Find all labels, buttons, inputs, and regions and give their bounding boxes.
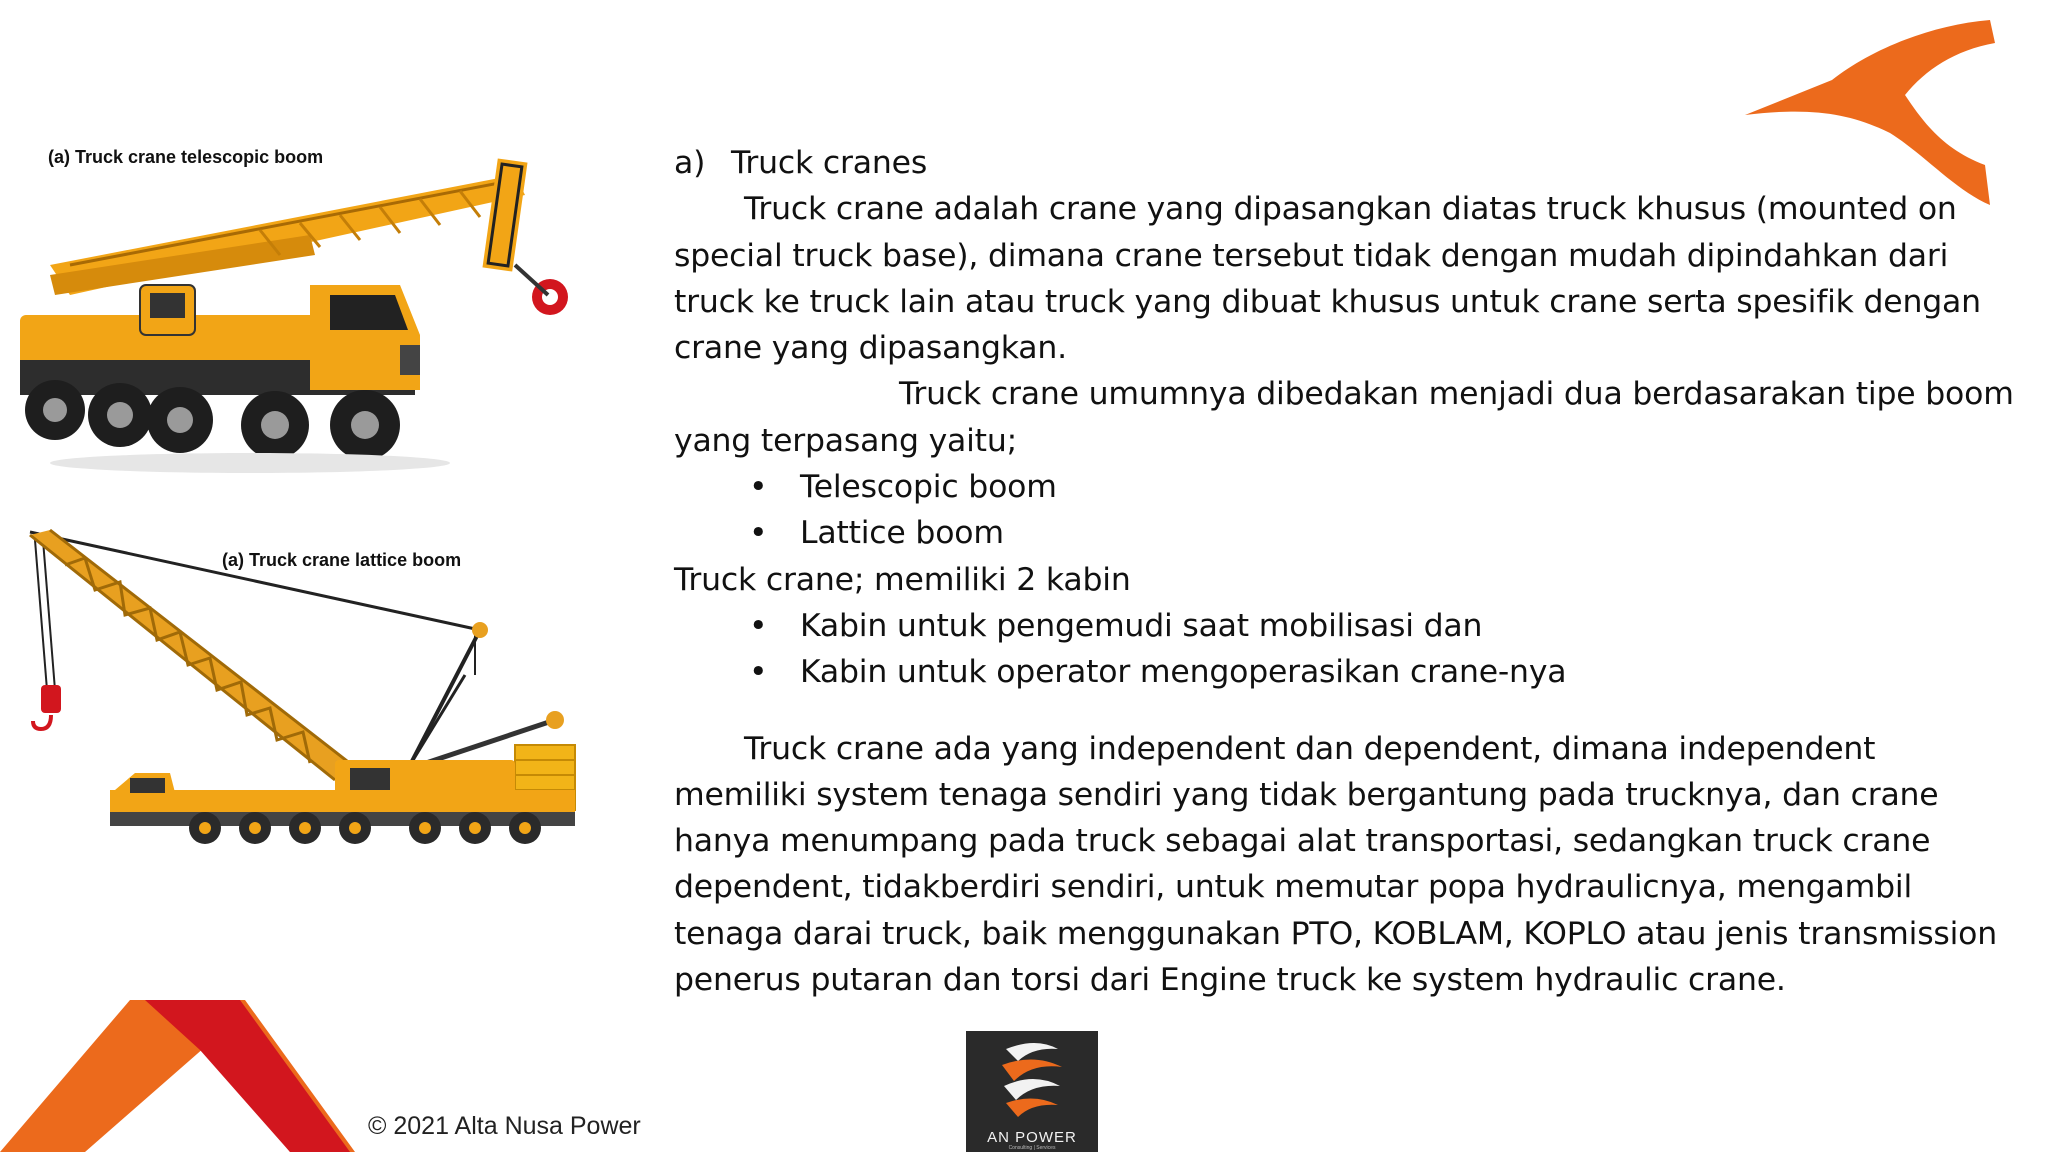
badge-brand-name: AN POWER bbox=[987, 1129, 1077, 1146]
bullet-icon: • bbox=[749, 654, 768, 691]
copyright-text: © 2021 Alta Nusa Power bbox=[368, 1112, 641, 1140]
list-item bbox=[674, 603, 2014, 649]
bullet-icon: • bbox=[749, 469, 768, 506]
corner-decoration bbox=[0, 995, 360, 1152]
list-item-text: Lattice boom bbox=[800, 515, 1004, 552]
paragraph-definition: Truck crane adalah crane yang dipasangkan diatas truck khusus (mounted on special truck base), dimana crane tersebut tidak dengan mudah dipindahkan dari truck ke truck lain atau truck yang dibuat khusus untuk crane serta spesifik dengan crane yang dipasangkan. bbox=[674, 191, 1981, 367]
list-item bbox=[674, 649, 2014, 695]
section-heading-label: a) bbox=[674, 145, 706, 181]
an-power-logo-icon bbox=[966, 1031, 1098, 1126]
caption-lattice-boom: (a) Truck crane lattice boom bbox=[222, 550, 462, 570]
paragraph-cabins: Truck crane; memiliki 2 kabin bbox=[674, 561, 1131, 598]
lattice-boom-crane-image bbox=[5, 520, 595, 845]
list-item-text: Kabin untuk operator mengoperasikan crane-nya bbox=[800, 654, 1567, 691]
list-item bbox=[674, 510, 2014, 556]
section-heading-text: Truck cranes bbox=[731, 145, 928, 181]
paragraph-independent-dependent: Truck crane ada yang independent dan dependent, dimana independent memiliki system tenaga sendiri yang tidak bergantung pada trucknya, dan crane hanya menumpang pada truck sebagai alat transportasi, sedangkan truck crane dependent, tidakberdiri sendiri, untuk memutar popa hydraulicnya, mengambil tenaga darai truck, baik menggunakan PTO, KOBLAM, KOPLO atau jenis transmission penerus putaran dan torsi dari Engine truck ke system hydraulic crane. bbox=[674, 730, 1998, 999]
bullet-icon: • bbox=[749, 515, 768, 552]
section-heading bbox=[674, 140, 2014, 186]
paragraph-boom-types: Truck crane umumnya dibedakan menjadi dua berdasarakan tipe boom yang terpasang yaitu; bbox=[674, 376, 2014, 459]
bullet-icon: • bbox=[749, 607, 768, 644]
an-power-logo-badge bbox=[966, 1031, 1098, 1152]
caption-telescopic-boom: (a) Truck crane telescopic boom bbox=[48, 147, 324, 167]
telescopic-boom-crane-image bbox=[10, 145, 585, 475]
main-text-body bbox=[674, 140, 2014, 1003]
badge-tagline: Consulting | Services bbox=[1008, 1145, 1056, 1151]
list-item bbox=[674, 464, 2014, 510]
list-item-text: Kabin untuk pengemudi saat mobilisasi dan bbox=[800, 607, 1483, 644]
list-item-text: Telescopic boom bbox=[800, 469, 1057, 506]
